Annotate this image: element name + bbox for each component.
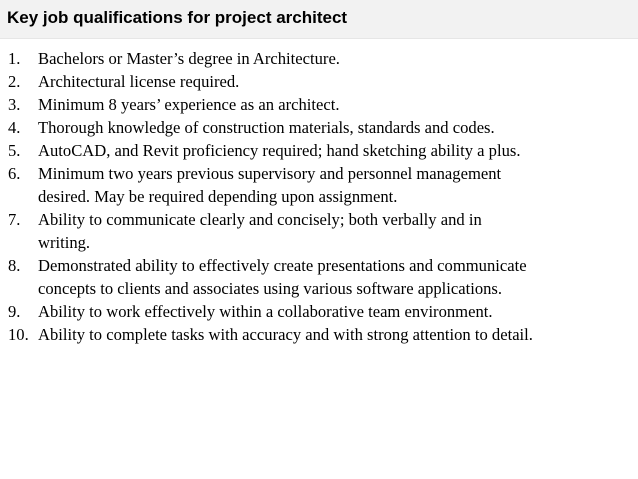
item-line: Minimum 8 years’ experience as an architect. xyxy=(38,95,340,114)
list-item xyxy=(0,116,638,139)
item-text xyxy=(38,47,340,70)
list-item xyxy=(0,93,638,116)
item-text xyxy=(38,300,493,323)
item-line: Thorough knowledge of construction materials, standards and codes. xyxy=(38,118,495,137)
item-line: Minimum two years previous supervisory and personnel management xyxy=(38,164,502,183)
page-title: Key job qualifications for project architect xyxy=(7,8,348,27)
item-number: 10. xyxy=(8,325,29,344)
list-item xyxy=(0,300,638,323)
list-item xyxy=(0,139,638,162)
list-item xyxy=(0,162,638,208)
item-text xyxy=(38,323,533,346)
item-text xyxy=(38,139,521,162)
item-line: desired. May be required depending upon assignment. xyxy=(38,187,398,206)
item-text xyxy=(38,93,339,116)
list-item xyxy=(0,70,638,93)
list-item xyxy=(0,254,638,300)
item-line: Ability to communicate clearly and concisely; both verbally and in xyxy=(38,210,482,229)
list-item xyxy=(0,47,638,70)
item-text xyxy=(38,116,495,139)
item-text xyxy=(38,70,239,93)
item-number: 4. xyxy=(8,118,21,137)
item-number: 7. xyxy=(8,210,21,229)
item-text xyxy=(38,254,527,300)
item-text xyxy=(38,162,501,208)
item-number: 3. xyxy=(8,95,21,114)
item-line: AutoCAD, and Revit proficiency required; hand sketching ability a plus. xyxy=(38,141,521,160)
item-line: writing. xyxy=(38,233,91,252)
list-item xyxy=(0,323,638,346)
item-number: 6. xyxy=(8,164,21,183)
item-line: Ability to complete tasks with accuracy and with strong attention to detail. xyxy=(38,325,533,344)
item-number: 5. xyxy=(8,141,21,160)
item-number: 9. xyxy=(8,302,21,321)
list-item xyxy=(0,208,638,254)
item-text xyxy=(38,208,482,254)
item-line: concepts to clients and associates using various software applications. xyxy=(38,279,503,298)
item-number: 1. xyxy=(8,49,21,68)
item-line: Ability to work effectively within a collaborative team environment. xyxy=(38,302,493,321)
item-number: 8. xyxy=(8,256,21,275)
item-number: 2. xyxy=(8,72,21,91)
item-line: Bachelors or Master’s degree in Architecture. xyxy=(38,49,340,68)
title-bar xyxy=(0,0,638,39)
item-line: Architectural license required. xyxy=(38,72,240,91)
item-line: Demonstrated ability to effectively create presentations and communicate xyxy=(38,256,527,275)
qualifications-list xyxy=(0,47,638,346)
